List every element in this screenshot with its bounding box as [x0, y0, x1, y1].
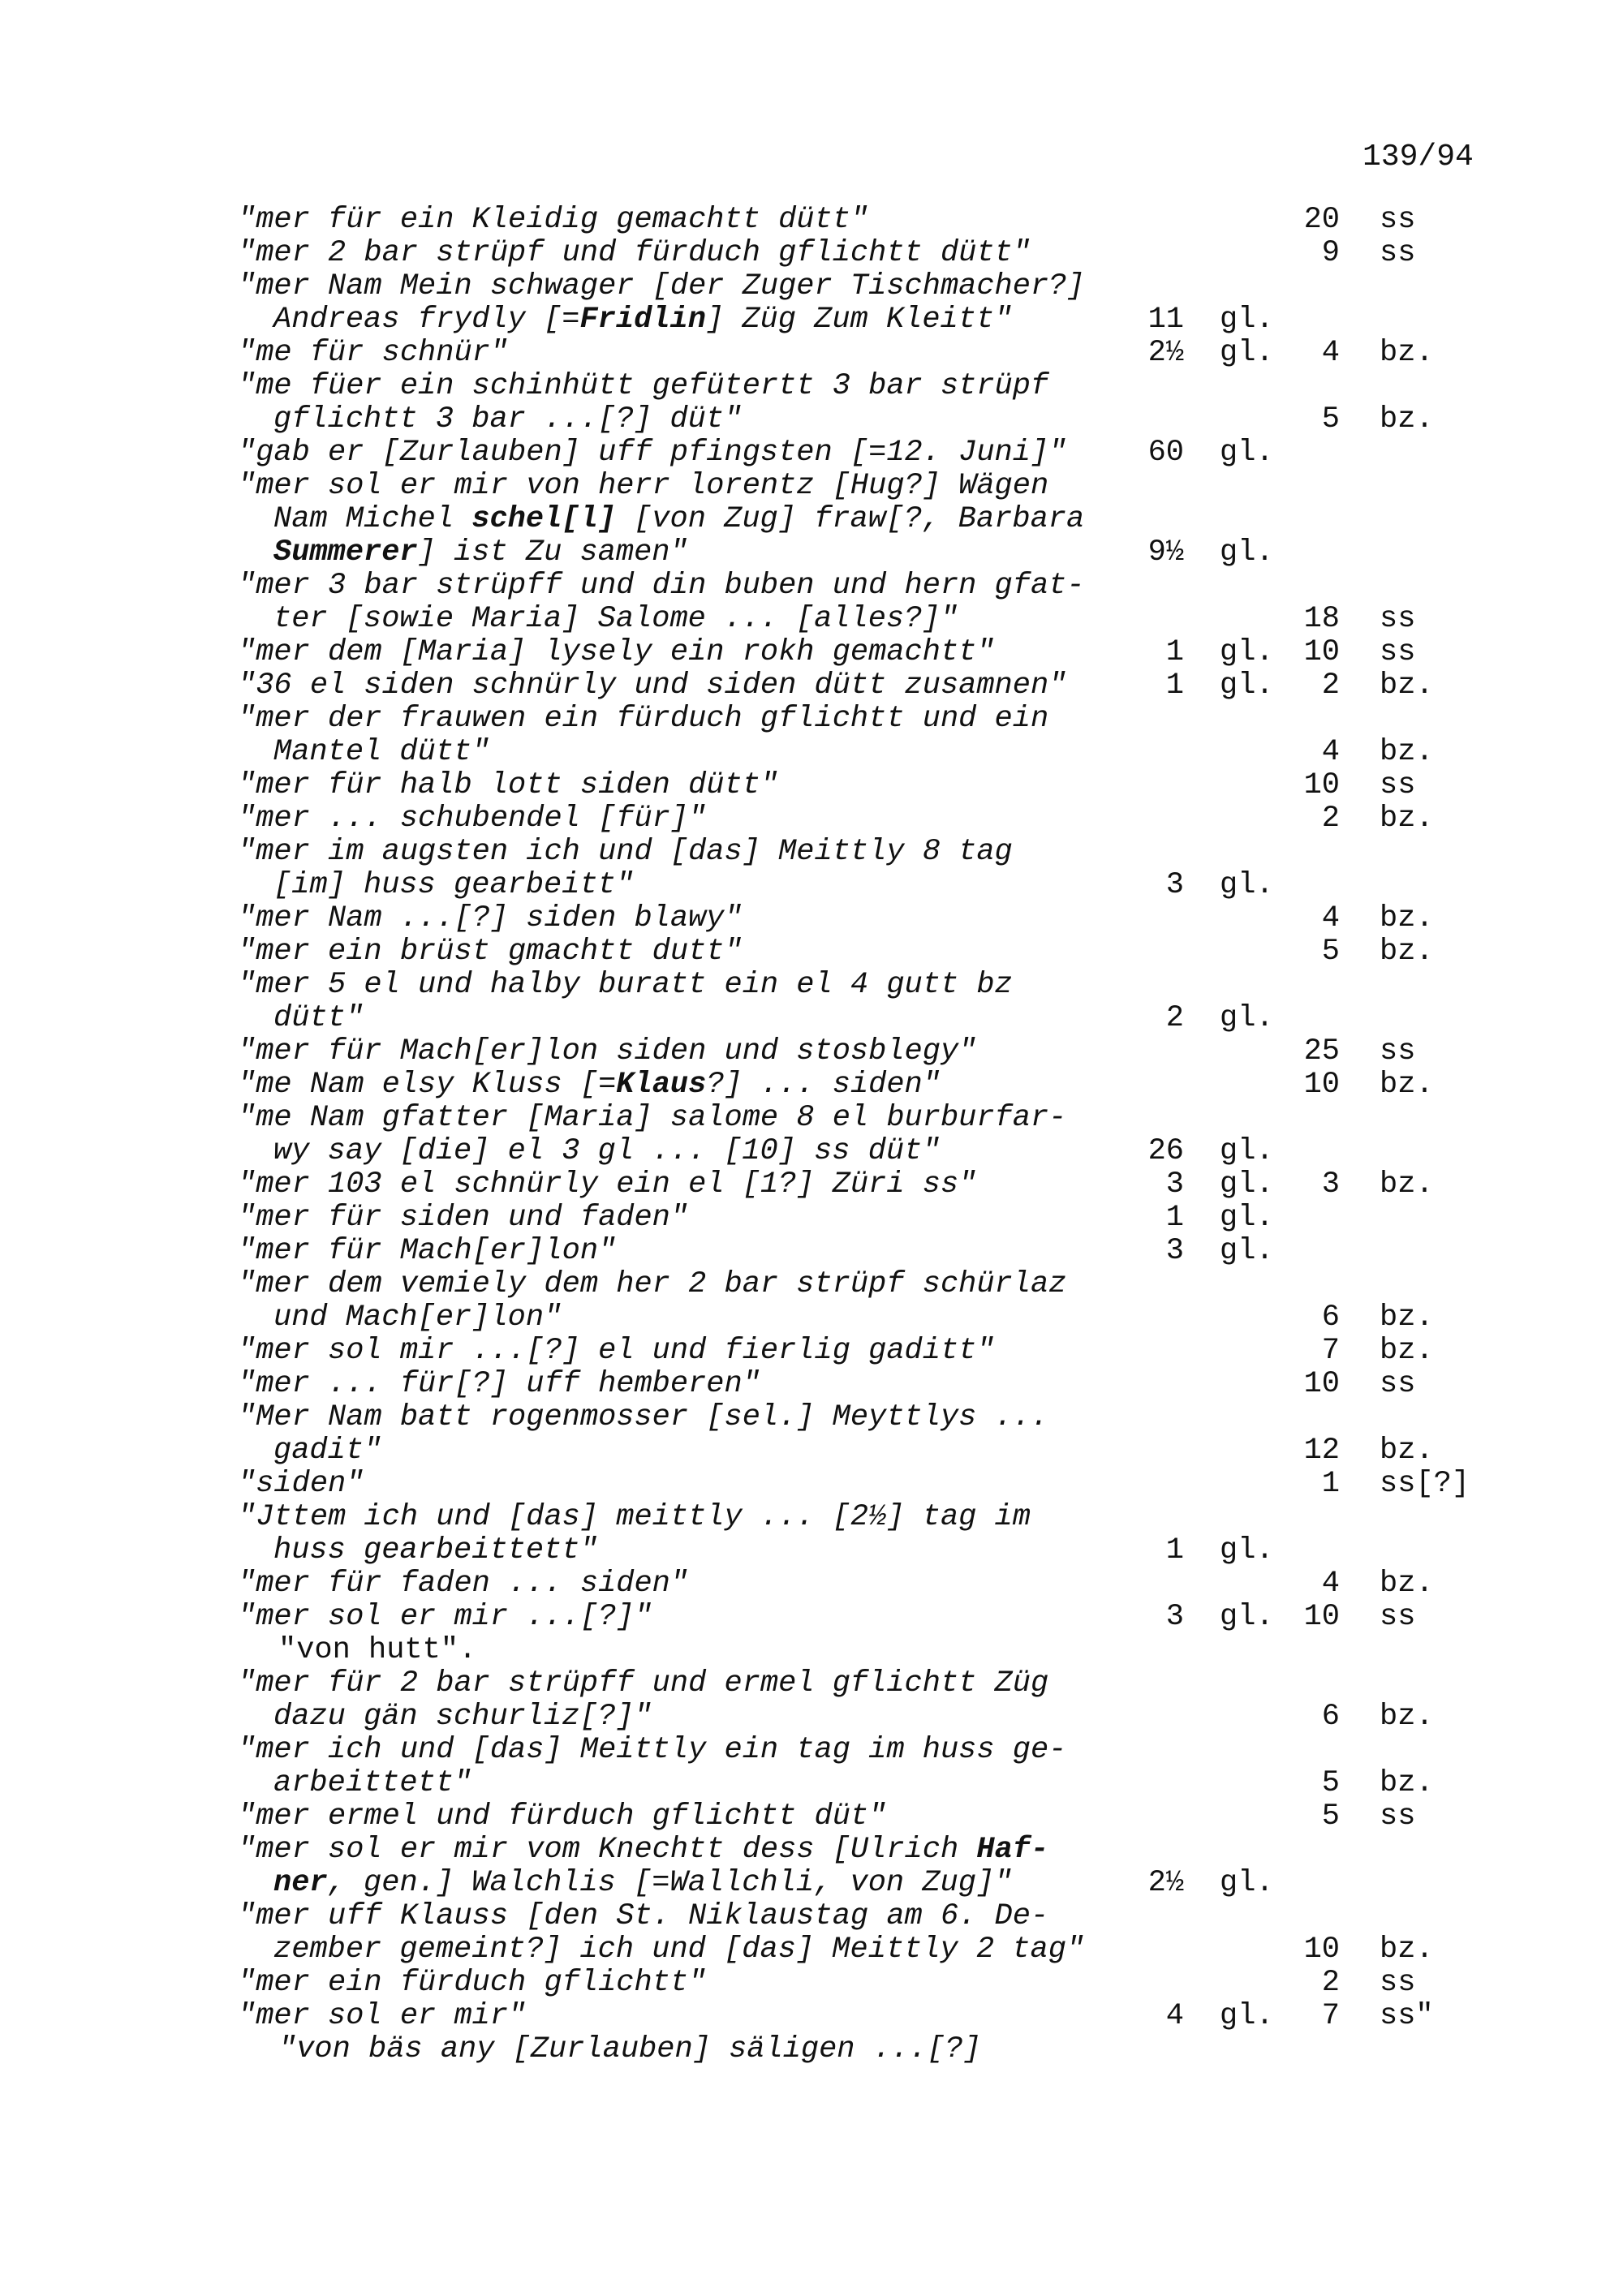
entry-name-bold: Haf-	[976, 1833, 1049, 1867]
entry-name-bold: Fridlin	[579, 303, 706, 337]
entry-text: "mer im augsten ich und [das] Meittly 8 tag	[238, 835, 1013, 869]
amount-minor: 1	[1321, 1467, 1340, 1501]
amount-gulden: 2½	[1147, 336, 1184, 370]
amount-minor: 7	[1321, 1999, 1340, 2033]
ledger-row	[238, 2033, 1520, 2066]
entry-text: "mer dem [Maria] lysely ein rokh gemachtt"	[238, 635, 995, 669]
amount-minor: 10	[1303, 1068, 1340, 1102]
amount-minor: 10	[1303, 1367, 1340, 1401]
unit-gulden: gl.	[1220, 436, 1274, 470]
entry-text: Mantel dütt"	[273, 735, 490, 769]
unit-minor: ss"	[1380, 1999, 1434, 2033]
amount-minor: 5	[1321, 1766, 1340, 1800]
ledger-row	[238, 769, 1520, 802]
amount-gulden: 1	[1165, 635, 1184, 669]
amount-gulden: 1	[1165, 1201, 1184, 1235]
entry-text: dütt"	[273, 1001, 364, 1035]
amount-minor: 10	[1303, 635, 1340, 669]
entry-text: und Mach[er]lon"	[273, 1301, 562, 1335]
unit-minor: ss	[1380, 1966, 1416, 2000]
entry-text: wy say [die] el 3 gl ... [10] ss düt"	[273, 1134, 941, 1168]
ledger-row	[238, 603, 1520, 636]
entry-name-bold: Summerer	[273, 535, 418, 570]
ledger-row	[238, 570, 1520, 603]
entry-text: arbeittett"	[273, 1766, 472, 1800]
unit-gulden: gl.	[1220, 868, 1274, 902]
ledger-row	[238, 1701, 1520, 1734]
amount-minor: 10	[1303, 1600, 1340, 1634]
entry-name-bold: ner	[273, 1866, 328, 1900]
amount-minor: 4	[1321, 1567, 1340, 1601]
entry-text: "mer sol er mir vom Knechtt dess [Ulrich Haf-	[238, 1833, 1049, 1867]
ledger-row	[238, 370, 1520, 403]
unit-minor: bz.	[1380, 1567, 1434, 1601]
entry-text: "mer für 2 bar strüpff und ermel gflichtt Züg	[238, 1666, 1049, 1701]
ledger-row	[238, 436, 1520, 470]
ledger-row	[238, 503, 1520, 536]
ledger-row	[238, 1468, 1520, 1501]
ledger-row	[238, 1967, 1520, 2000]
unit-gulden: gl.	[1220, 635, 1274, 669]
amount-gulden: 60	[1147, 436, 1184, 470]
unit-minor: bz.	[1380, 901, 1434, 935]
amount-minor: 4	[1321, 735, 1340, 769]
unit-minor: bz.	[1380, 1167, 1434, 1202]
unit-minor: bz.	[1380, 402, 1434, 436]
entry-text: "mer ermel und fürduch gflichtt düt"	[238, 1799, 887, 1834]
amount-gulden: 11	[1147, 303, 1184, 337]
unit-gulden: gl.	[1220, 535, 1274, 570]
entry-text: "mer ich und [das] Meittly ein tag im huss ge-	[238, 1733, 1067, 1767]
unit-minor: ss	[1380, 602, 1416, 636]
unit-gulden: gl.	[1220, 1001, 1274, 1035]
unit-minor: ss	[1380, 768, 1416, 802]
amount-minor: 2	[1321, 802, 1340, 836]
entry-text: "mer für faden ... siden"	[238, 1567, 689, 1601]
amount-minor: 2	[1321, 669, 1340, 703]
unit-minor: bz.	[1380, 735, 1434, 769]
entry-text: dazu gän schurliz[?]"	[273, 1700, 652, 1734]
amount-minor: 18	[1303, 602, 1340, 636]
entry-text: ter [sowie Maria] Salome ... [alles?]"	[273, 602, 958, 636]
ledger-row	[238, 1834, 1520, 1867]
ledger-row	[238, 1501, 1520, 1534]
entry-text: Summerer] ist Zu samen"	[273, 535, 688, 570]
amount-minor: 5	[1321, 935, 1340, 969]
entry-text: "mer für siden und faden"	[238, 1201, 689, 1235]
entry-text: "Mer Nam batt rogenmosser [sel.] Meyttlys ...	[238, 1400, 1049, 1434]
unit-gulden: gl.	[1220, 336, 1274, 370]
entry-name-bold: schel[l]	[471, 502, 616, 536]
entry-text: "mer sol er mir von herr lorentz [Hug?] Wägen	[238, 469, 1049, 503]
amount-minor: 10	[1303, 768, 1340, 802]
entry-text: gadit"	[273, 1434, 382, 1468]
entry-text: "siden"	[238, 1467, 364, 1501]
entry-text: "mer 103 el schnürly ein el [1?] Züri ss"	[238, 1167, 977, 1202]
unit-minor: ss	[1380, 1600, 1416, 1634]
entry-text: "mer 5 el und halby buratt ein el 4 gutt bz	[238, 968, 1013, 1002]
ledger-row	[238, 1301, 1520, 1335]
entry-text: "mer der frauwen ein fürduch gflichtt und ein	[238, 702, 1049, 736]
entry-text: "mer Nam Mein schwager [der Zuger Tischmacher?]	[238, 269, 1085, 303]
entry-text: "mer ... für[?] uff hemberen"	[238, 1367, 760, 1401]
entry-text: "von hutt".	[278, 1633, 477, 1667]
entry-text: "Jttem ich und [das] meittly ... [2½] tag im	[238, 1500, 1031, 1534]
amount-gulden: 26	[1147, 1134, 1184, 1168]
entry-text: "36 el siden schnürly und siden dütt zusamnen"	[238, 669, 1067, 703]
ledger-row	[238, 403, 1520, 436]
ledger-row	[238, 736, 1520, 769]
ledger-row	[238, 1900, 1520, 1933]
entry-text: huss gearbeittett"	[273, 1533, 598, 1567]
entry-name-bold: Klaus	[616, 1068, 707, 1102]
amount-minor: 20	[1303, 203, 1340, 237]
amount-minor: 25	[1303, 1034, 1340, 1068]
unit-gulden: gl.	[1220, 669, 1274, 703]
ledger-row	[238, 204, 1520, 237]
unit-minor: bz.	[1380, 1301, 1434, 1335]
unit-minor: bz.	[1380, 802, 1434, 836]
unit-minor: ss	[1380, 236, 1416, 270]
amount-gulden: 3	[1165, 868, 1184, 902]
ledger-row	[238, 1002, 1520, 1035]
entry-text: "me Nam elsy Kluss [=Klaus?] ... siden"	[238, 1068, 941, 1102]
amount-minor: 6	[1321, 1301, 1340, 1335]
ledger-row	[238, 902, 1520, 935]
amount-gulden: 3	[1165, 1600, 1184, 1634]
ledger-row	[238, 1401, 1520, 1434]
unit-minor: ss	[1380, 1799, 1416, 1834]
unit-minor: bz.	[1380, 1334, 1434, 1368]
ledger-row	[238, 636, 1520, 669]
amount-minor: 10	[1303, 1933, 1340, 1967]
ledger-row	[238, 1867, 1520, 1900]
unit-gulden: gl.	[1220, 1866, 1274, 1900]
entry-text: "mer ein fürduch gflichtt"	[238, 1966, 707, 2000]
unit-gulden: gl.	[1220, 303, 1274, 337]
ledger-row	[238, 1601, 1520, 1634]
entry-text: "mer für Mach[er]lon"	[238, 1234, 617, 1268]
amount-gulden: 2½	[1147, 1866, 1184, 1900]
ledger-row	[238, 470, 1520, 503]
amount-gulden: 9½	[1147, 535, 1184, 570]
ledger-row	[238, 1102, 1520, 1135]
ledger-row	[238, 1235, 1520, 1268]
ledger-row	[238, 270, 1520, 303]
ledger-row	[238, 1268, 1520, 1301]
amount-minor: 9	[1321, 236, 1340, 270]
entry-text: "mer sol er mir ...[?]"	[238, 1600, 652, 1634]
ledger-row	[238, 1933, 1520, 1967]
amount-gulden: 1	[1165, 1533, 1184, 1567]
ledger-row	[238, 1634, 1520, 1667]
entry-text: "mer sol er mir"	[238, 1999, 527, 2033]
amount-minor: 7	[1321, 1334, 1340, 1368]
entry-text: "mer ... schubendel [für]"	[238, 802, 707, 836]
ledger-row	[238, 1135, 1520, 1168]
unit-minor: ss[?]	[1380, 1467, 1470, 1501]
entry-text: "me für schnür"	[238, 336, 509, 370]
entry-text: zember gemeint?] ich und [das] Meittly 2 tag"	[273, 1933, 1085, 1967]
ledger-row	[238, 935, 1520, 969]
unit-gulden: gl.	[1220, 1999, 1274, 2033]
amount-minor: 2	[1321, 1966, 1340, 2000]
ledger-row	[238, 703, 1520, 736]
ledger-row	[238, 237, 1520, 270]
entry-text: "mer für halb lott siden dütt"	[238, 768, 779, 802]
unit-minor: bz.	[1380, 1766, 1434, 1800]
amount-gulden: 3	[1165, 1234, 1184, 1268]
amount-minor: 3	[1321, 1167, 1340, 1202]
ledger-row	[238, 1335, 1520, 1368]
entry-text: gflichtt 3 bar ...[?] düt"	[273, 402, 743, 436]
unit-minor: bz.	[1380, 336, 1434, 370]
ledger-row	[238, 1068, 1520, 1102]
unit-minor: ss	[1380, 203, 1416, 237]
ledger-row	[238, 669, 1520, 703]
ledger-row	[238, 1567, 1520, 1601]
amount-gulden: 2	[1165, 1001, 1184, 1035]
entry-text: "mer für ein Kleidig gemachtt dütt"	[238, 203, 869, 237]
entry-text: [im] huss gearbeitt"	[273, 868, 635, 902]
entry-text: "me füer ein schinhütt gefütertt 3 bar strüpf	[238, 369, 1049, 403]
ledger-row	[238, 1434, 1520, 1468]
ledger-row	[238, 1168, 1520, 1202]
unit-minor: ss	[1380, 635, 1416, 669]
amount-minor: 12	[1303, 1434, 1340, 1468]
unit-minor: ss	[1380, 1034, 1416, 1068]
amount-gulden: 3	[1165, 1167, 1184, 1202]
entry-text: "von bäs any [Zurlauben] säligen ...[?]	[278, 2032, 981, 2066]
unit-minor: bz.	[1380, 1068, 1434, 1102]
entry-text: Andreas frydly [=Fridlin] Züg Zum Kleitt"	[273, 303, 1013, 337]
ledger-row	[238, 1368, 1520, 1401]
ledger-row	[238, 1734, 1520, 1767]
ledger-row	[238, 1800, 1520, 1834]
amount-gulden: 1	[1165, 669, 1184, 703]
ledger-row	[238, 869, 1520, 902]
unit-gulden: gl.	[1220, 1134, 1274, 1168]
ledger-row	[238, 337, 1520, 370]
ledger-row	[238, 1035, 1520, 1068]
unit-gulden: gl.	[1220, 1600, 1274, 1634]
unit-minor: bz.	[1380, 1933, 1434, 1967]
entry-text: "mer 2 bar strüpf und fürduch gflichtt dütt"	[238, 236, 1031, 270]
entry-text: "gab er [Zurlauben] uff pfingsten [=12. Juni]"	[238, 436, 1067, 470]
entry-text: "me Nam gfatter [Maria] salome 8 el burburfar-	[238, 1101, 1067, 1135]
unit-gulden: gl.	[1220, 1201, 1274, 1235]
ledger-row	[238, 2000, 1520, 2033]
ledger-row	[238, 536, 1520, 570]
amount-minor: 6	[1321, 1700, 1340, 1734]
entry-text: "mer ein brüst gmachtt dutt"	[238, 935, 743, 969]
page-number: 139/94	[1363, 140, 1474, 174]
amount-minor: 5	[1321, 402, 1340, 436]
ledger-entries	[238, 204, 1520, 2066]
entry-text: "mer 3 bar strüpff und din buben und hern gfat-	[238, 569, 1085, 603]
unit-gulden: gl.	[1220, 1167, 1274, 1202]
entry-text: "mer sol mir ...[?] el und fierlig gaditt"	[238, 1334, 995, 1368]
ledger-row	[238, 802, 1520, 836]
ledger-row	[238, 969, 1520, 1002]
unit-minor: bz.	[1380, 1434, 1434, 1468]
ledger-row	[238, 1767, 1520, 1800]
amount-minor: 4	[1321, 901, 1340, 935]
unit-gulden: gl.	[1220, 1533, 1274, 1567]
ledger-row	[238, 303, 1520, 337]
entry-text: "mer für Mach[er]lon siden und stosblegy"	[238, 1034, 977, 1068]
amount-minor: 4	[1321, 336, 1340, 370]
ledger-row	[238, 836, 1520, 869]
entry-text: "mer Nam ...[?] siden blawy"	[238, 901, 743, 935]
unit-minor: ss	[1380, 1367, 1416, 1401]
ledger-row	[238, 1534, 1520, 1567]
entry-text: Nam Michel schel[l] [von Zug] fraw[?, Barbara	[273, 502, 1085, 536]
amount-minor: 5	[1321, 1799, 1340, 1834]
unit-minor: bz.	[1380, 935, 1434, 969]
unit-gulden: gl.	[1220, 1234, 1274, 1268]
amount-gulden: 4	[1165, 1999, 1184, 2033]
ledger-row	[238, 1667, 1520, 1701]
entry-text: "mer dem vemiely dem her 2 bar strüpf schürlaz	[238, 1267, 1067, 1301]
entry-text: ner, gen.] Walchlis [=Wallchli, von Zug]"	[273, 1866, 1013, 1900]
entry-text: "mer uff Klauss [den St. Niklaustag am 6. De-	[238, 1899, 1049, 1933]
unit-minor: bz.	[1380, 669, 1434, 703]
ledger-row	[238, 1202, 1520, 1235]
unit-minor: bz.	[1380, 1700, 1434, 1734]
